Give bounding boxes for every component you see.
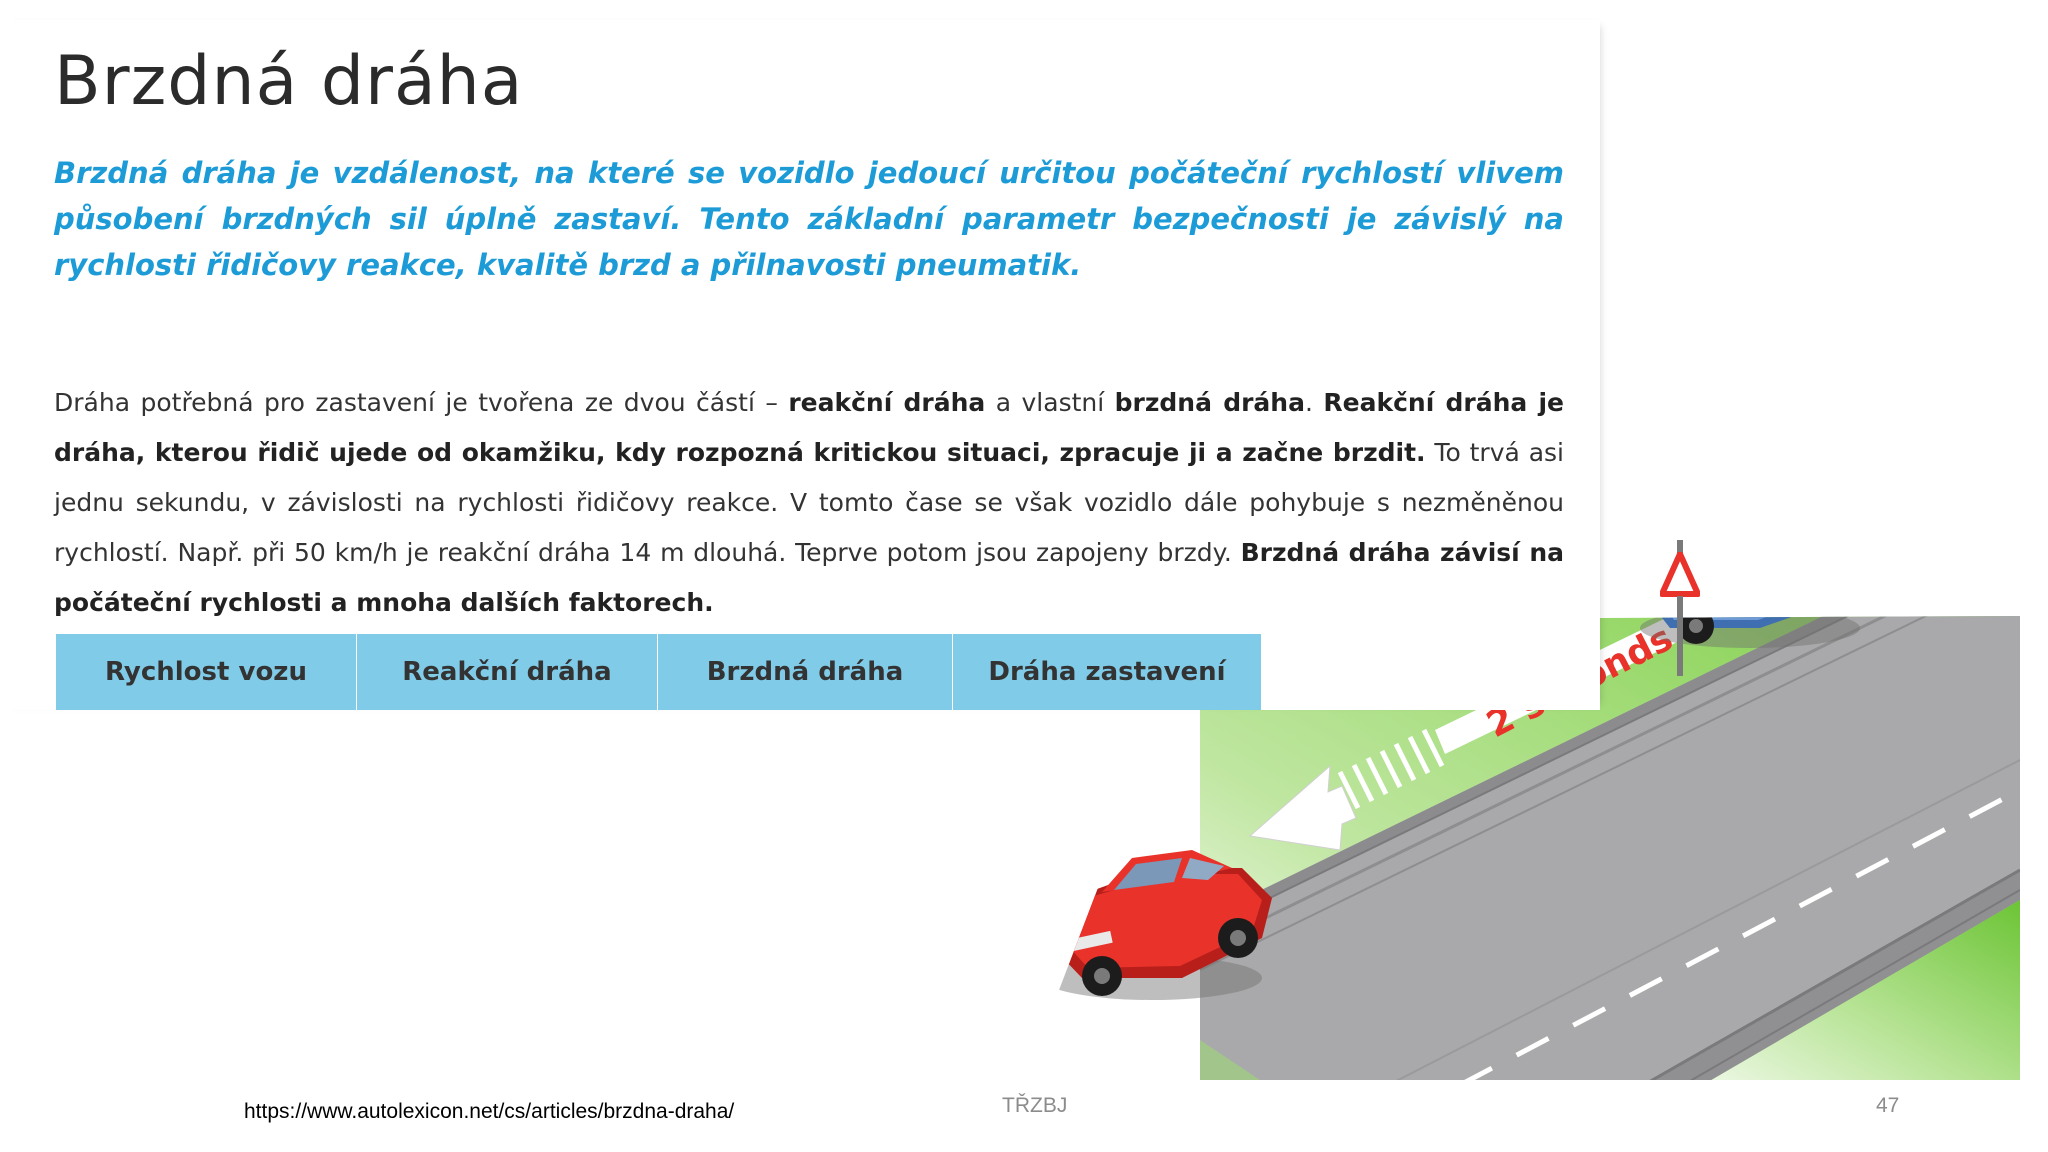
- page-title: Brzdná dráha: [54, 42, 524, 121]
- table-header-stopping: Dráha zastavení: [988, 657, 1226, 687]
- arrow-right: [1740, 562, 1800, 620]
- source-url[interactable]: https://www.autolexicon.net/cs/articles/brzdna-draha/: [244, 1100, 735, 1123]
- body-text-2: a vlastní: [985, 388, 1115, 417]
- body-text-4: To trvá asi jednu sekundu, v závislosti na rychlosti řidičovy reakce. V tomto čase se však vozidlo dále pohybuje s nezměněnou rychlostí. Např. při 50 km/h je reakční dráha 14 m dlouhá. Teprve potom jsou zapojeny brzdy.: [54, 438, 1564, 567]
- yield-sign-icon: [1660, 552, 1700, 602]
- page-number: 47: [1876, 1094, 1900, 1117]
- footer-label: TŘZBJ: [1002, 1094, 1068, 1117]
- red-car: [1042, 850, 1272, 1000]
- article-panel: [0, 20, 1600, 710]
- lead-paragraph: Brzdná dráha je vzdálenost, na které se vozidlo jedoucí určitou počáteční rychlostí vlivem působení brzdných sil úplně zastaví. Tento základní parametr bezpečnosti je závislý na rychlosti řidičovy reakce, kvalitě brzd a přilnavosti pneumatik.: [54, 156, 1564, 282]
- sign-post: [1677, 596, 1683, 676]
- body-bold-4: Brzdná dráha závisí na počáteční rychlosti a mnoha dalších faktorech.: [54, 538, 1564, 617]
- body-bold-2: brzdná dráha: [1114, 388, 1305, 417]
- body-bold-1: reakční dráha: [788, 388, 986, 417]
- table-header-reaction: Reakční dráha: [357, 634, 658, 710]
- seconds-label: 2: [1480, 698, 1522, 747]
- table-header-row: [56, 634, 1261, 710]
- body-text-1: Dráha potřebná pro zastavení je tvořena ze dvou částí –: [54, 388, 789, 417]
- body-paragraph: [54, 378, 1564, 628]
- table-header-speed: Rychlost vozu: [56, 634, 357, 710]
- table-header-braking: Brzdná dráha: [658, 634, 953, 710]
- body-text-3: .: [1304, 388, 1324, 417]
- body-bold-3: Reakční dráha je dráha, kterou řidič ujede od okamžiku, kdy rozpozná kritickou situaci, zpracuje ji a začne brzdit.: [54, 388, 1564, 467]
- braking-table: [56, 634, 1261, 710]
